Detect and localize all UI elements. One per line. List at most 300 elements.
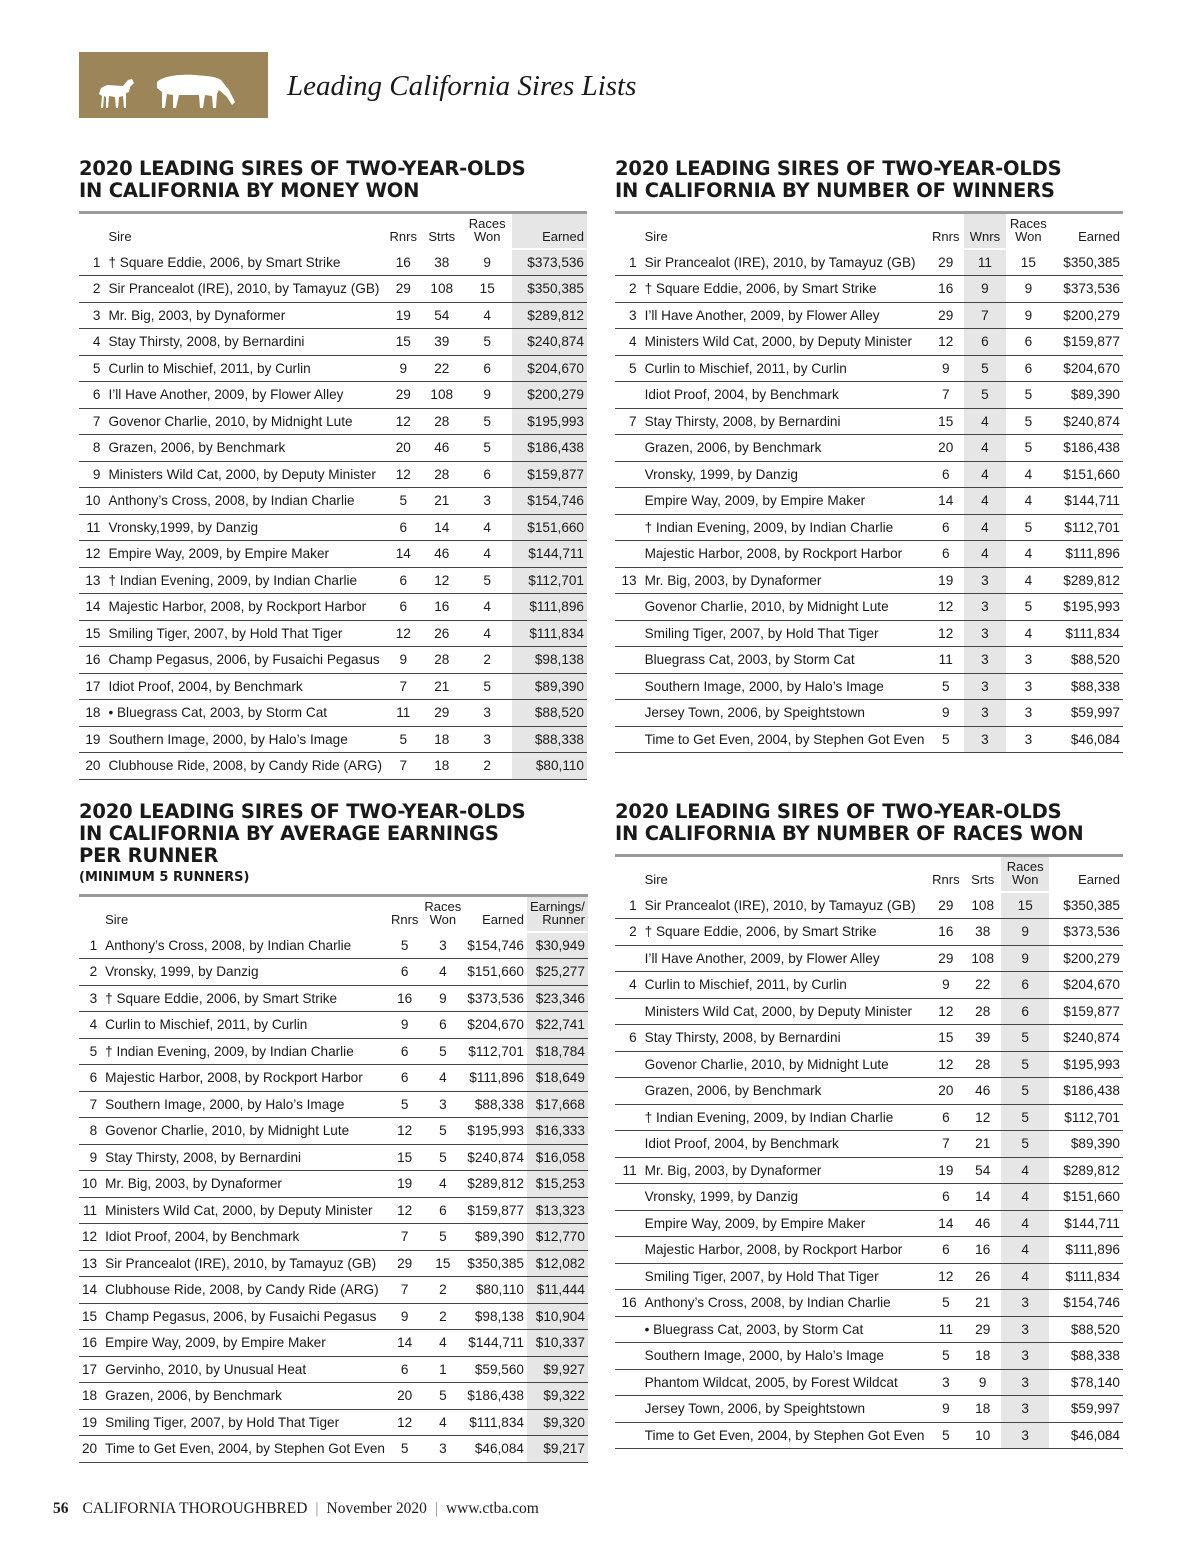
cell-sire: † Square Eddie, 2006, by Smart Strike: [642, 919, 928, 946]
cell-col5: 3: [1006, 726, 1051, 753]
cell-col4: 29: [964, 1316, 1001, 1343]
table-row: [615, 435, 1123, 462]
cell-col4: 9: [421, 985, 464, 1012]
cell-col6: $30,949: [527, 932, 588, 959]
table-row: [615, 1104, 1123, 1131]
cell-col4: 3: [964, 620, 1006, 647]
cell-col5: 6: [1006, 329, 1051, 356]
cell-col5: $159,877: [464, 1197, 527, 1224]
cell-col6: $289,812: [1049, 1157, 1123, 1184]
cell-col6: $200,279: [1049, 945, 1123, 972]
cell-col5: 3: [462, 700, 512, 727]
cell-sire: Smiling Tiger, 2007, by Hold That Tiger: [102, 1409, 388, 1436]
cell-sire: Sir Prancealot (IRE), 2010, by Tamayuz (GB): [102, 1250, 388, 1277]
cell-col4: 3: [964, 647, 1006, 674]
cell-col3: 9: [388, 1303, 421, 1330]
horse-logo: [79, 52, 268, 118]
table-row: [79, 567, 587, 594]
table-row: [79, 1118, 588, 1145]
cell-col3: 6: [388, 1038, 421, 1065]
cell-col4: 3: [964, 673, 1006, 700]
cell-sire: † Indian Evening, 2009, by Indian Charlie: [642, 1104, 928, 1131]
winners-table: [615, 211, 1123, 753]
cell-col3: 12: [385, 408, 422, 435]
cell-rank: 10: [79, 488, 105, 515]
cell-col6: $186,438: [512, 435, 587, 462]
cell-sire: Sir Prancealot (IRE), 2010, by Tamayuz (GB): [642, 249, 928, 276]
cell-col4: 22: [964, 972, 1001, 999]
cell-col6: $195,993: [512, 408, 587, 435]
cell-col4: 18: [964, 1343, 1001, 1370]
cell-rank: [615, 1396, 642, 1423]
cell-col3: 20: [927, 435, 964, 462]
cell-col3: 29: [927, 892, 964, 919]
page-header-title: Leading California Sires Lists: [287, 70, 637, 102]
cell-col3: 7: [385, 753, 422, 780]
cell-col3: 12: [927, 594, 964, 621]
cell-col5: $350,385: [464, 1250, 527, 1277]
cell-col4: 29: [422, 700, 462, 727]
table-row: [615, 1078, 1123, 1105]
cell-rank: [615, 945, 642, 972]
cell-sire: Bluegrass Cat, 2003, by Storm Cat: [642, 647, 928, 674]
cell-col3: 12: [388, 1197, 421, 1224]
cell-rank: 6: [615, 1025, 642, 1052]
cell-sire: Idiot Proof, 2004, by Benchmark: [642, 382, 928, 409]
cell-sire: Idiot Proof, 2004, by Benchmark: [105, 673, 385, 700]
section-title: [79, 158, 587, 202]
table-row: [79, 1356, 588, 1383]
cell-col4: 3: [421, 1091, 464, 1118]
cell-sire: Idiot Proof, 2004, by Benchmark: [102, 1224, 388, 1251]
cell-col5: 4: [462, 302, 512, 329]
money-won-table: [79, 211, 587, 780]
cell-col3: 20: [927, 1078, 964, 1105]
cell-col4: 54: [422, 302, 462, 329]
cell-rank: [615, 700, 642, 727]
cell-rank: 2: [615, 919, 642, 946]
cell-col5: 4: [1006, 461, 1051, 488]
cell-col4: 14: [964, 1184, 1001, 1211]
col-earned: Earned: [1051, 213, 1123, 249]
cell-sire: Smiling Tiger, 2007, by Hold That Tiger: [642, 620, 928, 647]
table-row: [79, 1330, 588, 1357]
cell-sire: Southern Image, 2000, by Halo’s Image: [102, 1091, 388, 1118]
cell-sire: Jersey Town, 2006, by Speightstown: [642, 1396, 928, 1423]
cell-col5: $112,701: [464, 1038, 527, 1065]
col-rnrs: Rnrs: [385, 213, 422, 249]
cell-rank: 6: [79, 382, 105, 409]
cell-col3: 12: [388, 1409, 421, 1436]
cell-col3: 12: [388, 1118, 421, 1145]
cell-rank: [615, 1104, 642, 1131]
cell-col4: 5: [421, 1118, 464, 1145]
cell-sire: † Indian Evening, 2009, by Indian Charlie: [102, 1038, 388, 1065]
cell-sire: Vronsky, 1999, by Danzig: [642, 461, 928, 488]
table-row: [615, 1237, 1123, 1264]
cell-col5: 4: [462, 541, 512, 568]
cell-col4: 39: [964, 1025, 1001, 1052]
cell-sire: † Square Eddie, 2006, by Smart Strike: [642, 276, 928, 303]
cell-col5: 9: [462, 249, 512, 276]
cell-col5: 5: [1001, 1078, 1049, 1105]
table-row: [615, 1157, 1123, 1184]
cell-rank: 19: [79, 726, 105, 753]
cell-sire: Sir Prancealot (IRE), 2010, by Tamayuz (GB): [642, 892, 928, 919]
table-row: [79, 408, 587, 435]
cell-col5: 3: [1006, 647, 1051, 674]
cell-col4: 4: [964, 408, 1006, 435]
table-row: [79, 329, 587, 356]
cell-rank: 3: [615, 302, 642, 329]
cell-rank: 1: [615, 249, 642, 276]
cell-col6: $154,746: [1049, 1290, 1123, 1317]
cell-rank: 20: [79, 753, 105, 780]
cell-col6: $195,993: [1051, 594, 1123, 621]
cell-col3: 7: [388, 1277, 421, 1304]
cell-rank: [615, 1237, 642, 1264]
cell-sire: Champ Pegasus, 2006, by Fusaichi Pegasus: [105, 647, 385, 674]
table-row: [615, 1051, 1123, 1078]
cell-col5: 2: [462, 753, 512, 780]
title-line: 2020 LEADING SIRES OF TWO-YEAR-OLDS: [615, 157, 1062, 180]
cell-col6: $111,896: [1049, 1237, 1123, 1264]
table-row: [79, 1171, 588, 1198]
cell-rank: 9: [79, 461, 105, 488]
cell-rank: 4: [615, 329, 642, 356]
table-row: [79, 1303, 588, 1330]
cell-sire: Southern Image, 2000, by Halo’s Image: [642, 1343, 928, 1370]
cell-col3: 12: [927, 998, 964, 1025]
col-srts: Srts: [964, 856, 1001, 892]
cell-col6: $240,874: [1051, 408, 1123, 435]
cell-col5: 5: [462, 567, 512, 594]
cell-sire: • Bluegrass Cat, 2003, by Storm Cat: [642, 1316, 928, 1343]
cell-col3: 29: [927, 945, 964, 972]
cell-sire: Vronsky, 1999, by Danzig: [642, 1184, 928, 1211]
cell-col5: 15: [1006, 249, 1051, 276]
cell-col4: 11: [964, 249, 1006, 276]
cell-col5: 9: [1006, 302, 1051, 329]
table-row: [79, 1065, 588, 1092]
cell-sire: Grazen, 2006, by Benchmark: [642, 435, 928, 462]
table-row: [615, 919, 1123, 946]
cell-sire: Sir Prancealot (IRE), 2010, by Tamayuz (GB): [105, 276, 385, 303]
cell-col4: 3: [964, 594, 1006, 621]
cell-col6: $10,337: [527, 1330, 588, 1357]
cell-rank: 7: [79, 408, 105, 435]
cell-col4: 4: [421, 1065, 464, 1092]
cell-col5: 3: [1001, 1396, 1049, 1423]
cell-col5: 5: [1001, 1025, 1049, 1052]
cell-col3: 12: [385, 461, 422, 488]
table-row: [79, 1197, 588, 1224]
cell-col3: 12: [927, 1051, 964, 1078]
cell-col5: 3: [1006, 700, 1051, 727]
cell-col3: 12: [927, 620, 964, 647]
cell-sire: Stay Thirsty, 2008, by Bernardini: [102, 1144, 388, 1171]
cell-col5: 3: [462, 726, 512, 753]
cell-col5: 5: [1006, 382, 1051, 409]
cell-sire: † Indian Evening, 2009, by Indian Charlie: [105, 567, 385, 594]
title-line: IN CALIFORNIA BY NUMBER OF RACES WON: [615, 822, 1084, 845]
cell-col4: 4: [421, 1171, 464, 1198]
cell-col4: 3: [421, 932, 464, 959]
cell-col6: $373,536: [1049, 919, 1123, 946]
cell-sire: Empire Way, 2009, by Empire Maker: [102, 1330, 388, 1357]
table-row: [615, 1025, 1123, 1052]
table-row: [79, 985, 588, 1012]
cell-col5: 9: [1001, 919, 1049, 946]
cell-sire: Clubhouse Ride, 2008, by Candy Ride (ARG): [102, 1277, 388, 1304]
cell-col6: $25,277: [527, 959, 588, 986]
table-row: [79, 541, 587, 568]
cell-col3: 7: [385, 673, 422, 700]
cell-col3: 12: [927, 329, 964, 356]
section-title: [615, 801, 1123, 845]
cell-col5: 5: [462, 673, 512, 700]
cell-sire: Ministers Wild Cat, 2000, by Deputy Minister: [102, 1197, 388, 1224]
cell-rank: 6: [79, 1065, 102, 1092]
col-races-won: Races Won: [421, 896, 464, 932]
cell-col4: 28: [964, 1051, 1001, 1078]
cell-col4: 21: [422, 673, 462, 700]
header-row: [615, 856, 1123, 892]
cell-rank: 11: [79, 1197, 102, 1224]
cell-col5: $111,834: [464, 1409, 527, 1436]
table-row: [615, 382, 1123, 409]
cell-rank: [615, 1210, 642, 1237]
cell-col3: 5: [927, 1290, 964, 1317]
cell-col3: 15: [388, 1144, 421, 1171]
cell-sire: Curlin to Mischief, 2011, by Curlin: [642, 972, 928, 999]
cell-col3: 29: [927, 302, 964, 329]
cell-col6: $16,333: [527, 1118, 588, 1145]
cell-rank: 18: [79, 1383, 102, 1410]
cell-rank: 13: [615, 567, 642, 594]
cell-sire: Stay Thirsty, 2008, by Bernardini: [642, 408, 928, 435]
table-row: [79, 1409, 588, 1436]
section-money-won: [79, 158, 587, 780]
cell-col4: 4: [421, 1330, 464, 1357]
cell-col5: 4: [1006, 567, 1051, 594]
col-wnrs: Wnrs: [964, 213, 1006, 249]
cell-col3: 6: [927, 541, 964, 568]
cell-col4: 6: [421, 1197, 464, 1224]
table-row: [615, 726, 1123, 753]
cell-col6: $16,058: [527, 1144, 588, 1171]
cell-col6: $111,896: [1051, 541, 1123, 568]
cell-col3: 6: [385, 594, 422, 621]
cell-col3: 16: [927, 919, 964, 946]
cell-rank: 17: [79, 1356, 102, 1383]
cell-col3: 6: [388, 1356, 421, 1383]
cell-col6: $195,993: [1049, 1051, 1123, 1078]
table-row: [615, 1184, 1123, 1211]
cell-col6: $151,660: [512, 514, 587, 541]
cell-col6: $204,670: [1049, 972, 1123, 999]
cell-sire: Ministers Wild Cat, 2000, by Deputy Minister: [105, 461, 385, 488]
col-rnrs: Rnrs: [388, 896, 421, 932]
cell-col5: 15: [1001, 892, 1049, 919]
cell-rank: 11: [79, 514, 105, 541]
cell-sire: Jersey Town, 2006, by Speightstown: [642, 700, 928, 727]
table-row: [615, 1369, 1123, 1396]
cell-rank: 13: [79, 567, 105, 594]
cell-col6: $186,438: [1049, 1078, 1123, 1105]
footer-separator: |: [315, 1500, 319, 1517]
table-row: [79, 620, 587, 647]
cell-col6: $112,701: [512, 567, 587, 594]
table-row: [615, 276, 1123, 303]
table-row: [615, 945, 1123, 972]
cell-rank: 20: [79, 1436, 102, 1463]
cell-col4: 6: [964, 329, 1006, 356]
cell-col4: 7: [964, 302, 1006, 329]
table-row: [615, 620, 1123, 647]
cell-col6: $13,323: [527, 1197, 588, 1224]
cell-sire: Govenor Charlie, 2010, by Midnight Lute: [105, 408, 385, 435]
cell-col3: 5: [927, 726, 964, 753]
table-row: [79, 514, 587, 541]
cell-rank: [615, 1131, 642, 1158]
cell-col5: 3: [1001, 1343, 1049, 1370]
cell-col6: $112,701: [1051, 514, 1123, 541]
cell-rank: [615, 726, 642, 753]
cell-col4: 18: [964, 1396, 1001, 1423]
cell-col5: 5: [1006, 594, 1051, 621]
races-won-table: [615, 854, 1123, 1449]
cell-sire: Govenor Charlie, 2010, by Midnight Lute: [642, 1051, 928, 1078]
cell-col6: $10,904: [527, 1303, 588, 1330]
table-row: [615, 1263, 1123, 1290]
cell-rank: 7: [615, 408, 642, 435]
header-row: [79, 213, 587, 249]
cell-col6: $88,338: [1049, 1343, 1123, 1370]
cell-rank: 1: [79, 249, 105, 276]
cell-col3: 5: [927, 1422, 964, 1449]
cell-col5: $144,711: [464, 1330, 527, 1357]
cell-col4: 108: [964, 945, 1001, 972]
cell-col3: 5: [385, 726, 422, 753]
table-row: [615, 329, 1123, 356]
cell-col3: 29: [927, 249, 964, 276]
cell-col4: 5: [421, 1144, 464, 1171]
cell-col6: $18,649: [527, 1065, 588, 1092]
table-row: [79, 1144, 588, 1171]
cell-col3: 7: [927, 1131, 964, 1158]
cell-col4: 4: [964, 461, 1006, 488]
cell-sire: I’ll Have Another, 2009, by Flower Alley: [105, 382, 385, 409]
cell-col4: 3: [964, 726, 1006, 753]
cell-col5: 5: [462, 329, 512, 356]
cell-col5: 9: [462, 382, 512, 409]
cell-col6: $18,784: [527, 1038, 588, 1065]
cell-col4: 46: [964, 1210, 1001, 1237]
cell-col3: 5: [388, 932, 421, 959]
cell-col3: 15: [927, 1025, 964, 1052]
cell-col5: $204,670: [464, 1012, 527, 1039]
cell-col5: 6: [1006, 355, 1051, 382]
col-sire: Sire: [105, 213, 385, 249]
cell-rank: 3: [79, 302, 105, 329]
cell-col6: $9,322: [527, 1383, 588, 1410]
cell-col6: $12,082: [527, 1250, 588, 1277]
cell-sire: • Bluegrass Cat, 2003, by Storm Cat: [105, 700, 385, 727]
cell-col6: $9,320: [527, 1409, 588, 1436]
cell-rank: [615, 998, 642, 1025]
cell-sire: Southern Image, 2000, by Halo’s Image: [642, 673, 928, 700]
col-races-won: Races Won: [1006, 213, 1051, 249]
cell-sire: I’ll Have Another, 2009, by Flower Alley: [642, 302, 928, 329]
cell-sire: Mr. Big, 2003, by Dynaformer: [642, 567, 928, 594]
cell-col4: 108: [964, 892, 1001, 919]
table-row: [615, 249, 1123, 276]
section-races-won: [615, 801, 1123, 1449]
table-row: [79, 1250, 588, 1277]
cell-col5: $111,896: [464, 1065, 527, 1092]
cell-sire: Champ Pegasus, 2006, by Fusaichi Pegasus: [102, 1303, 388, 1330]
cell-col6: $204,670: [512, 355, 587, 382]
cell-col4: 39: [422, 329, 462, 356]
table-row: [79, 302, 587, 329]
title-line: 2020 LEADING SIRES OF TWO-YEAR-OLDS: [79, 157, 526, 180]
cell-col4: 14: [422, 514, 462, 541]
col-rank: [615, 213, 642, 249]
cell-col4: 3: [964, 700, 1006, 727]
cell-col6: $46,084: [1049, 1422, 1123, 1449]
cell-col5: 4: [462, 594, 512, 621]
cell-col3: 11: [385, 700, 422, 727]
cell-sire: Clubhouse Ride, 2008, by Candy Ride (ARG): [105, 753, 385, 780]
cell-col5: 4: [462, 514, 512, 541]
cell-col3: 7: [927, 382, 964, 409]
cell-col5: 5: [462, 408, 512, 435]
cell-sire: Mr. Big, 2003, by Dynaformer: [642, 1157, 928, 1184]
cell-col6: $88,338: [512, 726, 587, 753]
footer-separator: |: [434, 1500, 438, 1517]
cell-rank: 1: [79, 932, 102, 959]
table-row: [79, 1012, 588, 1039]
cell-sire: Time to Get Even, 2004, by Stephen Got Even: [642, 1422, 928, 1449]
cell-sire: Anthony’s Cross, 2008, by Indian Charlie: [102, 932, 388, 959]
cell-col3: 6: [385, 514, 422, 541]
cell-col4: 28: [422, 408, 462, 435]
cell-col3: 9: [927, 700, 964, 727]
col-races-won: Races Won: [462, 213, 512, 249]
cell-col4: 5: [964, 382, 1006, 409]
cell-col4: 38: [422, 249, 462, 276]
cell-col6: $88,520: [1051, 647, 1123, 674]
cell-rank: 2: [615, 276, 642, 303]
cell-col6: $78,140: [1049, 1369, 1123, 1396]
cell-col4: 26: [964, 1263, 1001, 1290]
cell-sire: Grazen, 2006, by Benchmark: [105, 435, 385, 462]
cell-sire: Grazen, 2006, by Benchmark: [642, 1078, 928, 1105]
table-row: [615, 998, 1123, 1025]
cell-rank: 8: [79, 1118, 102, 1145]
cell-col3: 19: [385, 302, 422, 329]
cell-col3: 9: [388, 1012, 421, 1039]
cell-col5: $289,812: [464, 1171, 527, 1198]
cell-sire: Vronsky, 1999, by Danzig: [102, 959, 388, 986]
header-row: [79, 896, 588, 932]
cell-col3: 11: [927, 647, 964, 674]
cell-rank: 5: [615, 355, 642, 382]
cell-col3: 6: [927, 1237, 964, 1264]
cell-col3: 16: [927, 276, 964, 303]
cell-rank: 8: [79, 435, 105, 462]
